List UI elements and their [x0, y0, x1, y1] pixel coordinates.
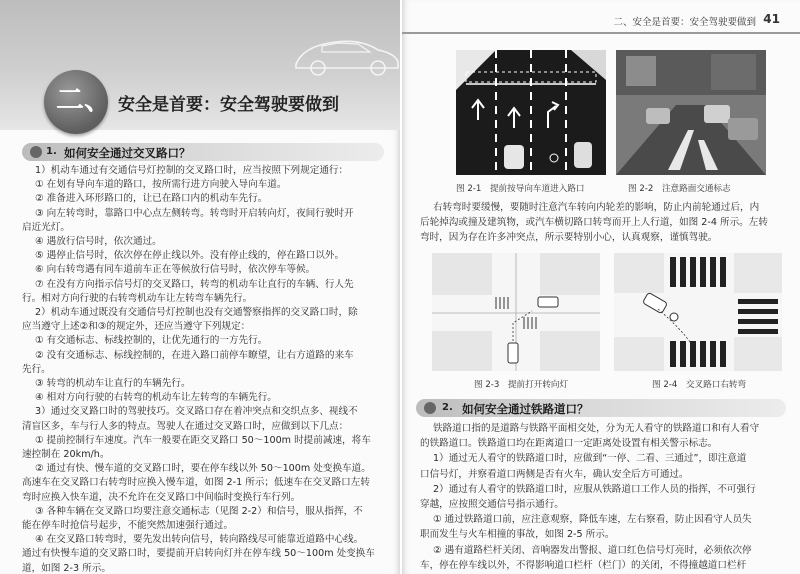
text-line: 1）机动车通过有交通信号灯控制的交叉路口时，应当按照下列规定通行：: [35, 165, 349, 176]
page-number: 41: [763, 12, 780, 26]
text-line: 通过有快慢车道的交叉路口时，要提前开启转向灯并在停车线 50～100m 处变换车: [22, 548, 375, 560]
text-line: 车，停在停车线以外，不得影响道口栏杆（栏门）的关闭，不得撞越道口栏杆: [420, 559, 747, 571]
text-line: ③ 转弯的机动车让直行的车辆先行。: [35, 378, 191, 389]
figure-2-3-caption: 图 2-3 提前打开转向灯: [474, 380, 569, 390]
header-rule: [402, 32, 800, 34]
section-2-number: 2.: [442, 402, 453, 413]
figure-2-1-illustration: [456, 50, 606, 175]
text-line: 后轮掉沟或撞及建筑物，或汽车横切路口转弯而开上人行道，如图 2-4 所示。左转: [420, 217, 768, 229]
text-line: ⑤ 遇停止信号时，依次停在停止线以外。没有停止线的，停在路口以外。: [35, 250, 345, 262]
chapter-number: 二、: [56, 83, 113, 116]
right-page: [402, 0, 800, 574]
text-line: 启近光灯。: [22, 221, 70, 233]
text-line: 行。相对方向行驶的右转弯机动车让左转弯车辆先行。: [22, 292, 253, 304]
text-line: 弯时应换入快车道，决不允许在交叉路口中间临时变换行车行列。: [22, 491, 301, 503]
text-line: 弯时，因为存在许多冲突点，所示要特别小心，认真观察，谨慎驾驶。: [420, 232, 718, 244]
text-line: ① 提前控制行车速度。汽车一般要在距交叉路口 50～100m 时提前减速，将车: [35, 434, 371, 446]
text-line: ④ 在交叉路口转弯时，要先发出转向信号，转向路线尽可能靠近道路中心线。: [35, 534, 364, 546]
text-line: 1）通过无人看守的铁路道口时，应做到“一停、二看、三通过”，即注意道: [433, 453, 747, 465]
text-line: ④ 相对方向行驶的右转弯的机动车让左转弯的车辆先行。: [35, 392, 277, 404]
section-1-number: 1.: [46, 146, 57, 157]
text-line: ② 遇有道路栏杆关闭、音响器发出警报、道口红色信号灯亮时，必须依次停: [433, 544, 752, 556]
section-2-title: 如何安全通过铁路道口？: [462, 402, 589, 416]
text-line: ③ 向左转弯时，靠路口中心点左侧转弯。转弯时开启转向灯，夜间行驶时开: [35, 207, 354, 219]
figure-2-2-photo: [616, 50, 766, 175]
figure-2-4-diagram: [614, 253, 782, 371]
text-line: 能在停车时抢信号起步，不能突然加速强行通过。: [22, 520, 234, 531]
text-line: 速控制在 20km/h。: [22, 449, 110, 460]
text-line: 的铁路道口。铁路道口均在距离道口一定距离处设置有相关警示标志。: [420, 438, 718, 450]
text-line: 2）机动车通过既没有交通信号灯控制也没有交通警察指挥的交叉路口时，除: [35, 307, 358, 318]
section-bullet-icon: [424, 402, 436, 414]
chapter-header-band: [0, 0, 400, 130]
text-line: 2）通过有人看守的铁路道口时，应服从铁路道口工作人员的指挥，不可强行: [433, 483, 756, 495]
text-line: 道，如图 2-3 所示。: [22, 562, 111, 574]
text-line: ⑦ 在没有方向指示信号灯的交叉路口，转弯的机动车让直行的车辆、行人先: [35, 278, 354, 290]
text-line: ① 在划有导向车道的路口，按所需行进方向驶入导向车道。: [35, 179, 287, 191]
text-line: 职而发生与火车相撞的事故，如图 2-5 所示。: [420, 529, 615, 541]
text-line: ② 准备进入环形路口的，让已在路口内的机动车先行。: [35, 193, 268, 205]
text-line: 口信号灯，并察看道口两侧是否有火车，确认安全后方可通过。: [420, 468, 689, 480]
section-bullet-icon: [30, 146, 42, 158]
figure-2-3-diagram: [432, 253, 600, 371]
text-line: ① 通过铁路道口前，应注意观察，降低车速，左右察看，防止因看守人员失: [433, 514, 752, 526]
text-line: ② 没有交通标志、标线控制的，在进入路口前停车瞭望，让右方道路的来车: [35, 349, 354, 361]
chapter-title: 安全是首要：安全驾驶要做到: [118, 95, 339, 115]
text-line: ⑥ 向右转弯遇有同车道前车正在等候放行信号时，依次停车等候。: [35, 264, 316, 276]
figure-2-4-caption: 图 2-4 交叉路口右转弯: [652, 380, 747, 390]
text-line: 穿越，应按照交通信号指示通行。: [420, 499, 564, 510]
text-line: 先行。: [22, 363, 51, 375]
text-line: 应当遵守上述②和③的规定外，还应当遵守下列规定：: [22, 321, 251, 333]
car-outline-icon: [292, 30, 400, 78]
figure-2-1-caption: 图 2-1 提前按导向车道进入路口: [456, 184, 585, 194]
text-line: ③ 各种车辆在交叉路口均要注意交通标志（见图 2-2）和信号，服从指挥，不: [35, 505, 363, 517]
figure-2-2-caption: 图 2-2 注意路面交通标志: [628, 184, 731, 194]
running-header: 二、安全是首要：安全驾驶要做到: [613, 17, 756, 28]
text-line: 清盲区多，车与行人多的特点。驾驶人在通过交叉路口时，应做到以下几点：: [22, 420, 349, 432]
text-line: 高速车在交叉路口右转弯时应换入慢车道，如图 2-1 所示；低速车在交叉路口左转: [22, 477, 370, 489]
section-1-title: 如何安全通过交叉路口？: [64, 146, 191, 160]
text-line: ④ 遇放行信号时，依次通过。: [35, 236, 162, 247]
text-line: ② 通过有快、慢车道的交叉路口时，要在停车线以外 50～100m 处变换车道。: [35, 463, 371, 475]
text-line: 3）通过交叉路口时的驾驶技巧。交叉路口存在着冲突点和交织点多、视线不: [35, 406, 358, 418]
text-line: 铁路道口指的是道路与铁路平面相交处，分为无人看守的铁路道口和有人看守: [433, 423, 760, 434]
text-line: ① 有交通标志、标线控制的，让优先通行的一方先行。: [35, 335, 268, 347]
text-line: 右转弯时要缓慢，要随时注意汽车转向内轮差的影响，防止内前轮通过后，内: [433, 202, 760, 213]
